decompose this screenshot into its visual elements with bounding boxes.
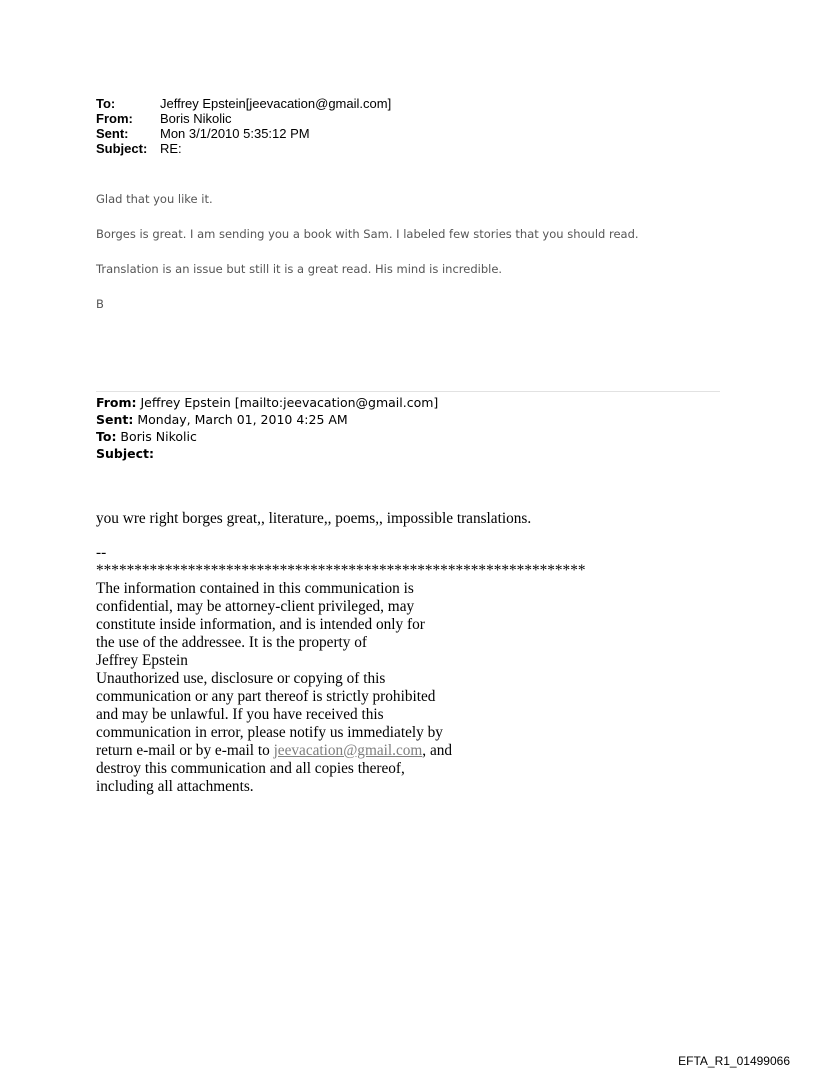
disclaimer-line: confidential, may be attorney-client privileged, may xyxy=(96,598,415,615)
quoted-sent-value: Monday, March 01, 2010 4:25 AM xyxy=(133,412,348,427)
quoted-to-label: To: xyxy=(96,429,117,444)
to-row xyxy=(96,96,391,111)
disclaimer-line: including all attachments. xyxy=(96,778,254,795)
disclaimer-line: communication or any part thereof is strictly prohibited xyxy=(96,688,436,705)
quoted-message: you wre right borges great,, literature,, poems,, impossible translations. xyxy=(96,510,532,527)
quote-divider xyxy=(96,391,720,392)
to-value: Jeffrey Epstein[jeevacation@gmail.com] xyxy=(160,96,392,111)
quoted-body xyxy=(96,510,586,796)
sent-value: Mon 3/1/2010 5:35:12 PM xyxy=(160,126,310,141)
quoted-to-row xyxy=(96,428,438,445)
reply-paragraph: Borges is great. I am sending you a book with Sam. I labeled few stories that you should read. xyxy=(96,227,639,241)
disclaimer-line: Jeffrey Epstein xyxy=(96,652,188,669)
disclaimer-line: Unauthorized use, disclosure or copying of this xyxy=(96,670,386,687)
reply-signature: B xyxy=(96,297,104,311)
quoted-subject-label: Subject: xyxy=(96,446,154,461)
disclaimer-line: the use of the addressee. It is the property of xyxy=(96,634,368,651)
disclaimer-line: destroy this communication and all copies thereof, xyxy=(96,760,405,777)
quoted-header xyxy=(96,394,438,462)
email-link[interactable]: jeevacation@gmail.com xyxy=(273,742,423,759)
disclaimer-line-with-link xyxy=(96,742,586,760)
disclaimer-line: and may be unlawful. If you have received this xyxy=(96,706,384,723)
disclaimer-line: The information contained in this communication is xyxy=(96,580,414,597)
quoted-from-value: Jeffrey Epstein [mailto:jeevacation@gmail.com] xyxy=(136,395,439,410)
return-suffix: , and xyxy=(422,742,453,759)
sent-row xyxy=(96,126,391,141)
subject-value: RE: xyxy=(160,141,182,156)
signature-stars: **************************************************************** xyxy=(96,562,586,579)
quoted-sent-row xyxy=(96,411,438,428)
quoted-sent-label: Sent: xyxy=(96,412,134,427)
sent-label: Sent: xyxy=(96,126,129,141)
email-header xyxy=(96,96,391,156)
from-value: Boris Nikolic xyxy=(160,111,232,126)
signature-dash: -- xyxy=(96,544,107,561)
return-prefix: return e-mail or by e-mail to xyxy=(96,742,274,759)
subject-label: Subject: xyxy=(96,141,148,156)
quoted-from-row xyxy=(96,394,438,411)
quoted-from-label: From: xyxy=(96,395,137,410)
disclaimer-line: constitute inside information, and is intended only for xyxy=(96,616,425,633)
document-id: EFTA_R1_01499066 xyxy=(678,1054,790,1068)
subject-row xyxy=(96,141,391,156)
quoted-to-value: Boris Nikolic xyxy=(116,429,197,444)
disclaimer xyxy=(96,580,586,796)
from-label: From: xyxy=(96,111,133,126)
reply-paragraph: Glad that you like it. xyxy=(96,192,213,206)
quoted-subject-row xyxy=(96,445,438,462)
from-row xyxy=(96,111,391,126)
to-label: To: xyxy=(96,96,116,111)
reply-body xyxy=(96,190,639,330)
disclaimer-line: communication in error, please notify us immediately by xyxy=(96,724,443,741)
reply-paragraph: Translation is an issue but still it is a great read. His mind is incredible. xyxy=(96,262,503,276)
